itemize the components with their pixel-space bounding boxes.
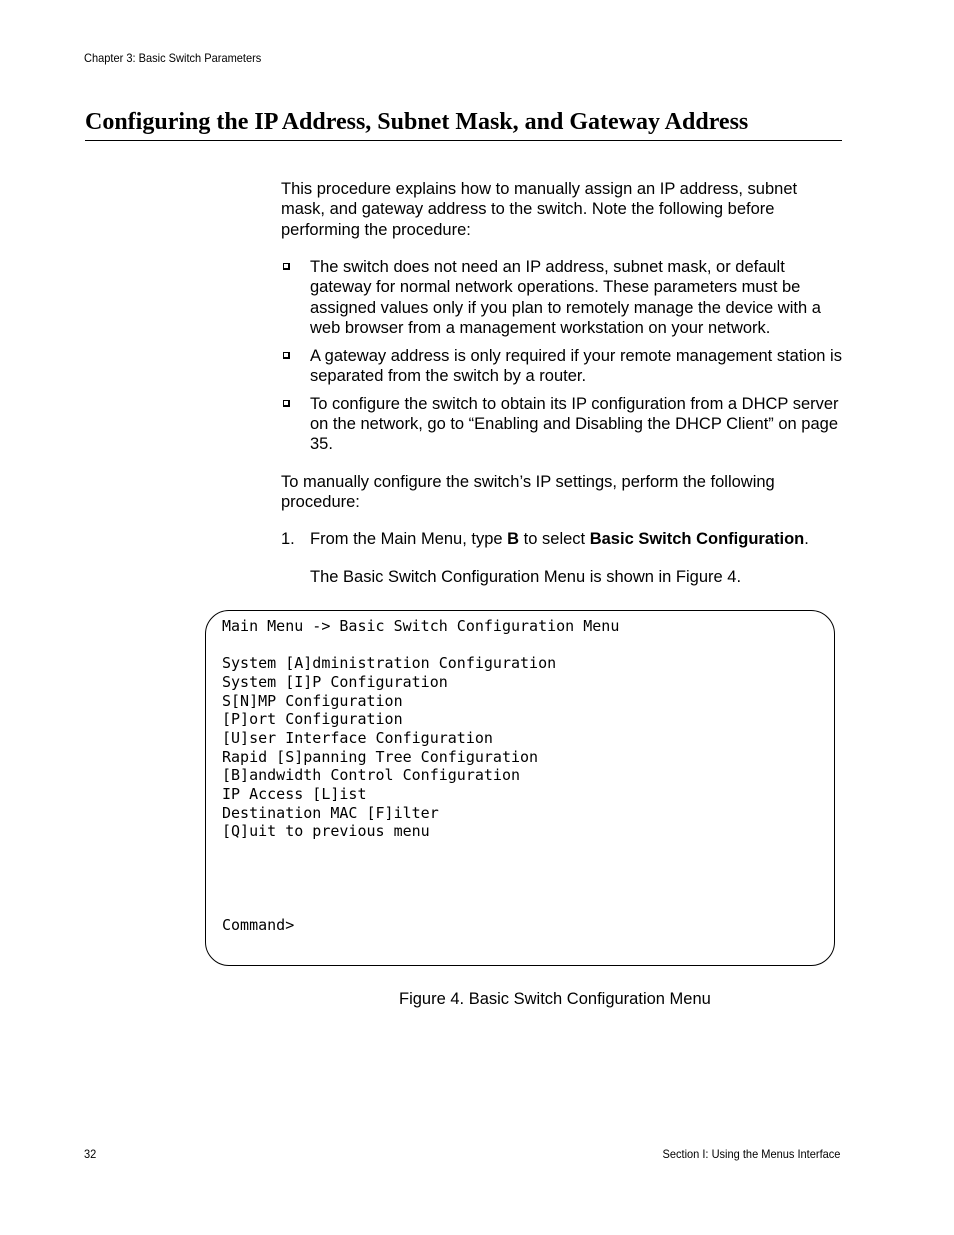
list-item (281, 394, 846, 455)
note-text: The switch does not need an IP address, subnet mask, or default gateway for normal network operations. These parameters must be assigned values only if you plan to remotely manage the device with a web browser from a management workstation on your network. (310, 258, 821, 337)
terminal-menu-item: System [I]P Configuration (222, 673, 448, 691)
intro-paragraph: This procedure explains how to manually assign an IP address, subnet mask, and gateway address to the switch. Note the following before performing the procedure: (281, 180, 798, 239)
list-item (281, 257, 846, 338)
figure-caption: Figure 4. Basic Switch Configuration Menu (399, 990, 711, 1008)
page-number: 32 (84, 1147, 97, 1161)
terminal-menu-item: [B]andwidth Control Configuration (222, 766, 521, 784)
checkbox-bullet-icon (283, 400, 290, 407)
step-1-followup: The Basic Switch Configuration Menu is shown in Figure 4. (310, 568, 742, 586)
terminal-menu-item: [Q]uit to previous menu (222, 822, 430, 840)
step-1 (281, 529, 851, 549)
checkbox-bullet-icon (283, 263, 290, 270)
terminal-menu-item: [P]ort Configuration (222, 710, 403, 728)
note-text: To configure the switch to obtain its IP configuration from a DHCP server on the network, go to “Enabling and Disabling the DHCP Client” on page 35. (310, 394, 839, 454)
list-item (281, 346, 846, 387)
note-text: A gateway address is only required if your remote management station is separated from the switch by a router. (310, 346, 842, 385)
terminal-menu-item: Rapid [S]panning Tree Configuration (222, 748, 539, 766)
step-text: to select (519, 530, 590, 548)
terminal-menu-item: System [A]dministration Configuration (222, 654, 557, 672)
running-head: Chapter 3: Basic Switch Parameters (84, 51, 262, 65)
terminal-menu-item: [U]ser Interface Configuration (222, 729, 493, 747)
step-number: 1. (281, 530, 295, 548)
step-text: . (804, 530, 809, 548)
step-key: B (507, 530, 520, 548)
section-title: Configuring the IP Address, Subnet Mask, and Gateway Address (85, 109, 749, 135)
notes-list (281, 257, 846, 462)
title-rule (85, 140, 842, 141)
terminal-menu-item: IP Access [L]ist (222, 785, 367, 803)
step-text: From the Main Menu, type (310, 530, 508, 548)
terminal-menu-item: Destination MAC [F]ilter (222, 804, 439, 822)
step-menu-name: Basic Switch Configuration (589, 530, 805, 548)
terminal-menu-item: S[N]MP Configuration (222, 692, 403, 710)
footer-section: Section I: Using the Menus Interface (662, 1147, 840, 1161)
terminal-prompt: Command> (222, 916, 295, 934)
procedure-intro: To manually configure the switch’s IP settings, perform the following procedure: (281, 473, 775, 512)
checkbox-bullet-icon (283, 352, 290, 359)
terminal-breadcrumb: Main Menu -> Basic Switch Configuration Menu (222, 617, 620, 635)
